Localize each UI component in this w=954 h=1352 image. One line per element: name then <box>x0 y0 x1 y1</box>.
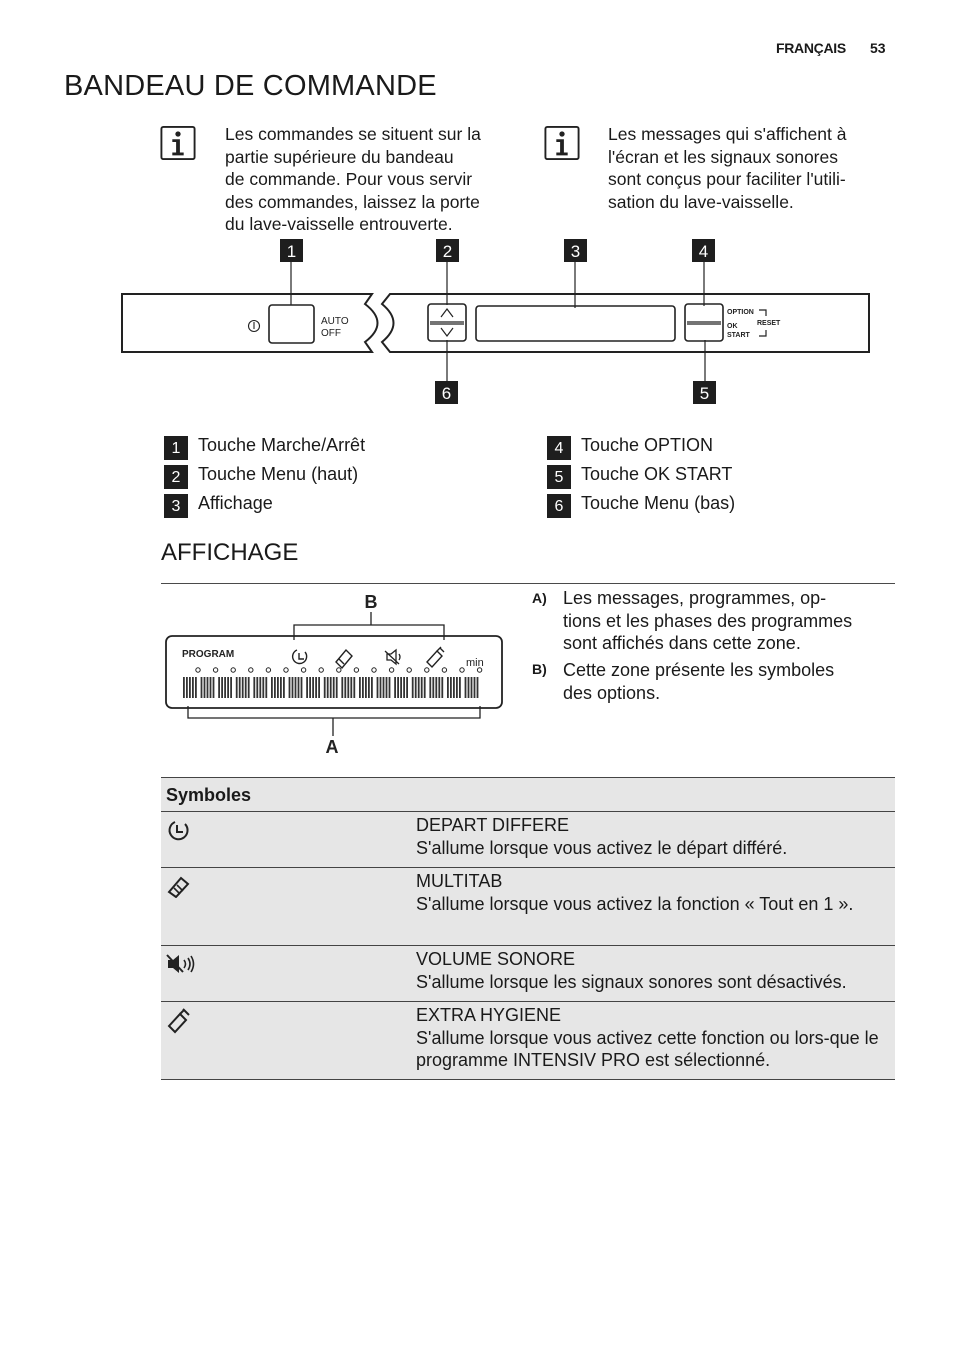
page-title: BANDEAU DE COMMANDE <box>64 70 437 102</box>
multitab-icon <box>166 874 192 898</box>
symbol-title: MULTITAB <box>416 871 503 891</box>
lcd-character-cell <box>306 677 320 698</box>
power-button[interactable] <box>269 305 314 343</box>
lcd-character-cell <box>377 677 391 698</box>
lcd-character-cell <box>465 677 479 698</box>
speaker-muted-icon <box>166 952 196 976</box>
info-icon <box>160 124 196 162</box>
legend-label: Affichage <box>198 493 273 513</box>
lcd-dot <box>442 668 446 672</box>
section-title-affichage: AFFICHAGE <box>161 539 299 566</box>
symbol-title: DEPART DIFFERE <box>416 815 570 835</box>
lcd-dot <box>372 668 376 672</box>
table-row <box>161 946 895 1002</box>
option-label: OPTION <box>727 309 754 316</box>
speaker-muted-icon <box>385 650 400 664</box>
symbol-title: VOLUME SONORE <box>416 949 576 969</box>
info-box-2 <box>544 124 580 167</box>
header-language: FRANÇAIS <box>776 40 846 56</box>
callout-1 <box>280 239 303 262</box>
chevron-up-icon[interactable] <box>441 309 453 317</box>
auto-off-label-line2: OFF <box>321 328 341 339</box>
symbol-description: S'allume lorsque vous activez le départ différé. <box>416 837 788 858</box>
lcd-dot <box>301 668 305 672</box>
lcd-dot <box>354 668 358 672</box>
hygiene-bottle-icon <box>427 647 444 667</box>
legend-number: 6 <box>547 494 571 518</box>
lcd-segment-dots <box>196 668 482 672</box>
lcd-dot <box>231 668 235 672</box>
symbols-table <box>161 777 895 1080</box>
legend-label: Touche Menu (bas) <box>581 493 736 513</box>
lcd-dot <box>389 668 393 672</box>
lcd-dot <box>460 668 464 672</box>
lcd-dot <box>213 668 217 672</box>
svg-text:1: 1 <box>286 242 297 261</box>
legend-label: Touche Marche/Arrêt <box>198 435 366 455</box>
lcd-character-cell <box>429 677 443 698</box>
chevron-down-icon[interactable] <box>441 328 453 336</box>
lcd-dot <box>337 668 341 672</box>
lcd-character-cell <box>412 677 426 698</box>
description-text-b: Cette zone présente les symboles des options. <box>563 660 835 703</box>
legend-number: 5 <box>547 465 571 489</box>
lcd-character-cell <box>341 677 355 698</box>
svg-text:5: 5 <box>699 384 710 403</box>
description-key-b: B) <box>532 661 547 677</box>
reset-label: RESET <box>757 320 781 327</box>
symbol-description: S'allume lorsque vous activez cette fonction ou lors-que le programme INTENSIV PRO est sélectionné. <box>416 1027 879 1071</box>
callout-2 <box>436 239 459 262</box>
lcd-character-cell <box>183 677 197 698</box>
lcd-character-cell <box>201 677 215 698</box>
lcd-character-cell <box>253 677 267 698</box>
svg-text:4: 4 <box>698 242 709 261</box>
info-text-1: Les commandes se situent sur la partie supérieure du bandeau de commande. Pour vous servir des commandes, laissez la porte du lave-vaisselle entrouverte. <box>225 124 481 235</box>
page-number: 53 <box>870 40 886 56</box>
legend-number: 2 <box>164 465 188 489</box>
lcd-dot <box>425 668 429 672</box>
table-row <box>161 1002 895 1080</box>
legend-label: Touche Menu (haut) <box>198 464 359 484</box>
lcd-dot <box>407 668 411 672</box>
auto-off-label-line1: AUTO <box>321 316 349 327</box>
legend-label: Touche OPTION <box>581 435 714 455</box>
lcd-dot <box>319 668 323 672</box>
display-diagram <box>150 588 520 763</box>
marker-b: B <box>364 592 378 612</box>
lcd-character-cell <box>236 677 250 698</box>
callout-4 <box>692 239 715 262</box>
lcd-character-cell <box>289 677 303 698</box>
display-program-label: PROGRAM <box>182 649 235 660</box>
table-row <box>161 812 895 868</box>
symbol-title: EXTRA HYGIENE <box>416 1005 562 1025</box>
lcd-character-cells <box>183 677 478 698</box>
hygiene-bottle-icon <box>166 1008 192 1034</box>
panel-display <box>476 306 675 341</box>
lcd-character-cell <box>359 677 373 698</box>
legend-number: 3 <box>164 494 188 518</box>
multitab-icon <box>336 650 352 668</box>
symbol-description: S'allume lorsque vous activez la fonction « Tout en 1 ». <box>416 893 854 914</box>
power-icon <box>249 321 260 332</box>
section-divider <box>161 583 895 584</box>
legend-label: Touche OK START <box>581 464 733 484</box>
start-label: START <box>727 332 750 339</box>
clock-icon <box>166 818 192 842</box>
description-key-a: A) <box>532 590 547 606</box>
lcd-dot <box>284 668 288 672</box>
description-text-a: Les messages, programmes, op- tions et les phases des programmes sont affichés dans cette zone. <box>563 588 853 653</box>
info-box-1 <box>160 124 196 167</box>
lcd-dot <box>249 668 253 672</box>
info-icon <box>544 124 580 162</box>
lcd-character-cell <box>447 677 461 698</box>
svg-text:2: 2 <box>442 242 453 261</box>
callout-3 <box>564 239 587 262</box>
lcd-character-cell <box>324 677 338 698</box>
clock-icon <box>293 650 307 663</box>
lcd-character-cell <box>394 677 408 698</box>
ok-label: OK <box>727 323 738 330</box>
lcd-dot <box>196 668 200 672</box>
lcd-dot <box>266 668 270 672</box>
callout-6 <box>435 381 458 404</box>
control-panel-diagram <box>0 230 954 410</box>
svg-text:6: 6 <box>441 384 452 403</box>
table-row <box>161 868 895 946</box>
table-header: Symboles <box>161 778 895 812</box>
svg-text:3: 3 <box>570 242 581 261</box>
info-text-2: Les messages qui s'affichent à l'écran et les signaux sonores sont conçus pour faciliter l'utili- sation du lave-vaisselle. <box>608 124 847 212</box>
lcd-character-cell <box>271 677 285 698</box>
symbol-description: S'allume lorsque les signaux sonores sont désactivés. <box>416 971 847 992</box>
legend-number: 1 <box>164 436 188 460</box>
marker-a: A <box>325 737 339 757</box>
legend-number: 4 <box>547 436 571 460</box>
callout-5 <box>693 381 716 404</box>
lcd-character-cell <box>218 677 232 698</box>
display-min-label: min <box>466 657 484 669</box>
